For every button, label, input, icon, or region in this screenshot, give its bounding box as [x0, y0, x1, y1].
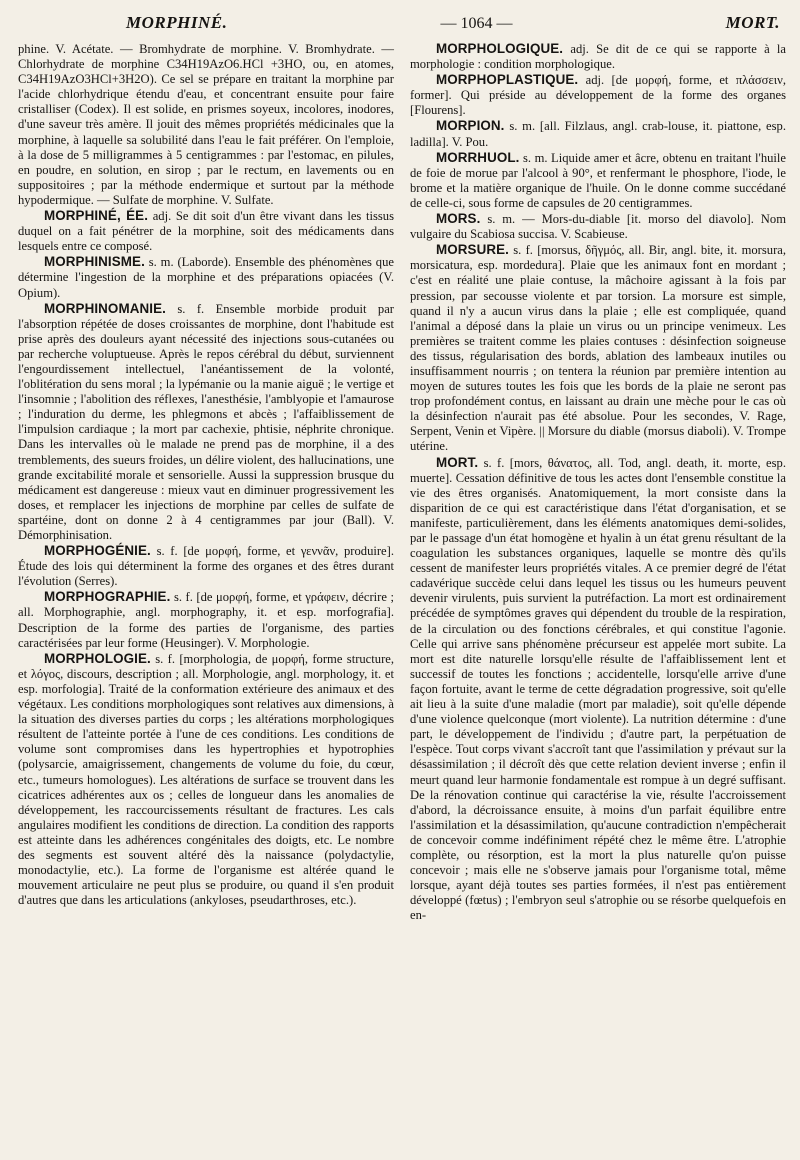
entry-headword: MORPHOLOGIE. [44, 650, 151, 666]
entry-text: s. m. Liquide amer et âcre, obtenu en traitant l'huile de foie de morue par l'alcool à 90°, et renfermant le phosphore, l'iode, le brome et la matière organique de l'huile. On le donne comme succédané de celle-ci, sous forme de capsules de 20 centigrammes. [410, 150, 786, 210]
entry-headword: MORPHOGRAPHIE. [44, 589, 171, 605]
running-head-left: MORPHINÉ. [126, 13, 228, 32]
entry-text: adj. Se dit de ce qui se rapporte à la morphologie : condition morphologique. [410, 42, 786, 72]
entry-morphologique [410, 41, 786, 72]
entry-headword: MORPHINOMANIE. [44, 300, 166, 316]
running-head-right: MORT. [725, 13, 780, 32]
entry-headword: MORS. [436, 211, 481, 227]
running-head [126, 12, 780, 35]
entry-morphinisme [18, 254, 394, 300]
entry-text: s. m. [all. Filzlaus, angl. crab-louse, it. piattone, esp. ladilla]. V. Pou. [410, 119, 786, 149]
entry-headword: MORPHOLOGIQUE. [436, 41, 564, 56]
entry-text: s. f. Ensemble morbide produit par l'absorption répétée de doses croissantes de morphine, dont l'habitude est prise après des douleurs ayant nécessité des injections sous-cutanées ou par recherche voluptueuse. Après le repos cérébral du début, surviennent l'engourdissement intellectuel, l'anéantissement de la volonté, l'oblitération du sens moral ; la lypémanie ou la manie aiguë ; le vertige et l'insomnie ; l'abolition des réflexes, l'anesthésie, l'amblyopie et l'amaurose ; l'induration du derme, les phlegmons et abcès ; l'affaiblissement de l'impulsion cardiaque ; la mort par cachexie, phtisie, néphrite chronique. Dans les intervalles où le malade ne prend pas de morphine, il a des tremblements, des sueurs froides, un délire violent, des hallucinations, une grande excitabilité morale et sensorielle. Aussi la suppression brusque du médicament est dangereuse : mieux vaut en diminuer progressivement les doses, et remplacer les injections de morphine par celles de sulfate de spartéine, dont on donne 2 à 4 centigrammes par jour (Ball). V. Démorphinisation. [18, 301, 394, 542]
entry-headword: MORRHUOL. [436, 149, 520, 165]
entry-text: s. f. [mors, θάνατος, all. Tod, angl. death, it. morte, esp. muerte]. Cessation définitive de tous les actes dont l'ensemble constitue la vie des êtres organisés. Anatomiquement, la mort consiste dans la disparition de ce qui est caractéristique dans l'état d'organisation, et se manifeste, particulièrement, dans les éléments anatomiques demi-solides, par le passage d'un état homogène et hyalin à un état grenu résultant de la coagulation les substances organiques, laquelle se montre dès qu'ils cessent de manifester leurs propriétés vitales. A ce premier degré de l'état cadavérique succède celui dans lequel les tissus ou les humeurs peuvent devenir virulents, puis survient la putréfaction. La mort est ordinairement précédée de symptômes graves qui dépendent du trouble de la respiration, de la circulation ou des fonctions cérébrales, et qui constitue l'agonie. Celle qui arrive sans phénomène précurseur est appelée mort subite. La mort est dite naturelle lorsqu'elle résulte de l'affaiblissement lent et successif de toutes les fonctions ; accidentelle, lorsqu'elle arrive d'une façon fortuite, avant le terme de cette dégradation progressive, soit qu'elle ait lieu à la suite d'une maladie (mort par maladie), soit qu'elle dépende d'une violence quelconque (mort violente). La nutrition détermine : d'une part, le développement de l'individu ; d'autre part, la perpétuation de l'espèce. Tout corps vivant s'accroît tant que l'assimilation y prévaut sur la désassimilation ; il décroît dès que cette relation devient inverse ; enfin il meurt quand leur harmonie fondamentale est rompue à un degré suffisant. De la rénovation continue qui caractérise la vie, résulte l'accroissement d'abord, la décroissance ensuite, à moins d'un parfait équilibre entre l'assimilation et la désassimilation, qu'aucune contradiction n'empêcherait de concevoir comme indéfiniment répété chez le même être. L'atrophie complète, ou résorption, est la mort la plus naturelle qu'on puisse concevoir ; mais elle ne s'observe jamais pour l'organisme total, même lorsque, ayant déjà toutes ses parties formées, il n'est pas entièrement développé (fœtus) ; l'embryon seul s'atrophie ou se résorbe quelquefois en en- [410, 455, 786, 923]
page-number: — 1064 — [440, 15, 513, 32]
entry-morpion [410, 118, 786, 149]
entry-morrhuol [410, 150, 786, 211]
entry-text: s. f. [de μορφή, forme, et γράφειν, décrire ; all. Morphographie, angl. morphography, it. et esp. morfografia]. Description de la forme des parties de l'organisme, des parties caractérisées par leur forme (Heusinger). V. Morphologie. [18, 590, 394, 650]
entry-text: s. f. [de μορφή, forme, et γεννᾶν, produire]. Étude des lois qui déterminent la forme des organes et des êtres durant l'évolution (Serres). [18, 544, 394, 589]
entry-headword: MORSURE. [436, 242, 509, 258]
columns [18, 41, 786, 923]
entry-text: adj. Se dit soit d'un être vivant dans les tissus duquel on a fait pénétrer de la morphine, soit des médicaments dans lesquels entre ce composé. [18, 209, 394, 254]
entry-headword: MORPHOPLASTIQUE. [436, 72, 579, 88]
right-column [410, 41, 786, 923]
entry-headword: MORPHINISME. [44, 254, 145, 270]
entry-chlorhydrate-continuation [18, 41, 394, 208]
entry-text: phine. V. Acétate. — Bromhydrate de morphine. V. Bromhydrate. — Chlorhydrate de morphine C34H19AzO6.HCl +3HO, ou, en atomes, C34H19AzO3HCl+3H2O). Ce sel se prépare en traitant la morphine par l'acide chlorhydrique étendu d'eau, et concentrant ensuite pour faire cristalliser (Codex). Il est solide, en prismes soyeux, incolores, inodores, d'une saveur très amère. Il jouit des mêmes propriétés médicinales que la morphine, à laquelle sa solubilité dans l'eau le fait préférer. On l'emploie, à la dose de 5 milligrammes à 5 centigrammes : par l'estomac, en pilules, en poudre, en solution, en sirop ; par le rectum, en lavements ou en suppositoires ; par la méthode endermique et surtout par la méthode hypodermique. — Sulfate de morphine. V. Sulfate. [18, 42, 394, 207]
entry-morphogenie [18, 543, 394, 589]
entry-headword: MORPHOGÉNIE. [44, 543, 151, 559]
entry-text: adj. [de μορφή, forme, et πλάσσειν, former]. Qui préside au développement de la forme des organes [Flourens]. [410, 73, 786, 118]
entry-morsure [410, 242, 786, 454]
entry-mort [410, 455, 786, 924]
entry-text: s. f. [morsus, δῆγμός, all. Bir, angl. bite, it. morsura, morsicatura, esp. mordedura]. Plaie que les animaux font en mordant ; c'est en réalité une plaie contuse, la mâchoire agissant à la fois par pression, par secousse violente et par torsion. La morsure est simple, quand il n'y a aucun virus dans la plaie ; elle est compliquée, quand l'animal a déposé dans la plaie un virus ou un principe venimeux. Les premières se traitent comme les plaies contuses : désinfection soigneuse des tissus, régularisation des bords, ablation des lambeaux inutiles ou insuffisamment nourris ; on tentera la réunion par première intention au moyen de sutures toutes les fois que les bords de la plaie ne seront pas trop profondément contus, en laissant au drain une mèche pour le cas où la désinfection n'aurait pas été absolue. Pour les secondes, V. Rage, Serpent, Venin et Vipère. || Morsure du diable (morsus diaboli). V. Trompe utérine. [410, 243, 786, 454]
entry-headword: MORPION. [436, 118, 505, 134]
left-column [18, 41, 394, 923]
entry-text: s. m. — Mors-du-diable [it. morso del diavolo]. Nom vulgaire du Scabiosa succisa. V. Scabieuse. [410, 212, 786, 242]
entry-morphinomanie [18, 301, 394, 544]
entry-mors [410, 211, 786, 242]
entry-text: s. f. [morphologia, de μορφή, forme structure, et λόγος, discours, description ; all. Morphologie, angl. morphology, it. et esp. morfologia]. Traité de la conformation extérieure des animaux et des végétaux. Les conditions morphologiques sont relatives aux dimensions, à la situation des diverses parties du corps ; les altérations morphologiques résultent de l'atteinte portée à l'une de ces conditions. Les conditions de volume sont compromises dans les hypertrophies et hypotrophies (polysarcie, amaigrissement, changements de volume du foie, du cœur, etc., tumeurs homologues). Les altérations de surface se trouvent dans les cicatrices adhérentes aux os ; celles de longueur dans les anomalies de développement, les raccourcissements résultant de fractures. Les cals angulaires modifient les conditions de direction. La condition des rapports est atteinte dans les adhérences congénitales des doigts, etc. Le nombre des segments est souvent altéré dès la naissance (polydactylie, monodactylie, etc.). La forme de l'organisme est altérée quand le mouvement articulaire ne peut plus se produire, ou quand il s'en produit d'autres que dans les articulations (ankyloses, pseudarthroses, etc.). [18, 651, 395, 908]
entry-text: s. m. (Laborde). Ensemble des phénomènes que détermine l'ingestion de la morphine et des préparations opiacées (V. Opium). [18, 255, 394, 300]
entry-morphoplastique [410, 72, 786, 118]
entry-morphographie [18, 589, 394, 650]
entry-headword: MORT. [436, 454, 479, 470]
entry-morphologie [18, 651, 394, 909]
entry-morphine [18, 208, 394, 254]
entry-headword: MORPHINÉ, ÉE. [44, 208, 149, 224]
